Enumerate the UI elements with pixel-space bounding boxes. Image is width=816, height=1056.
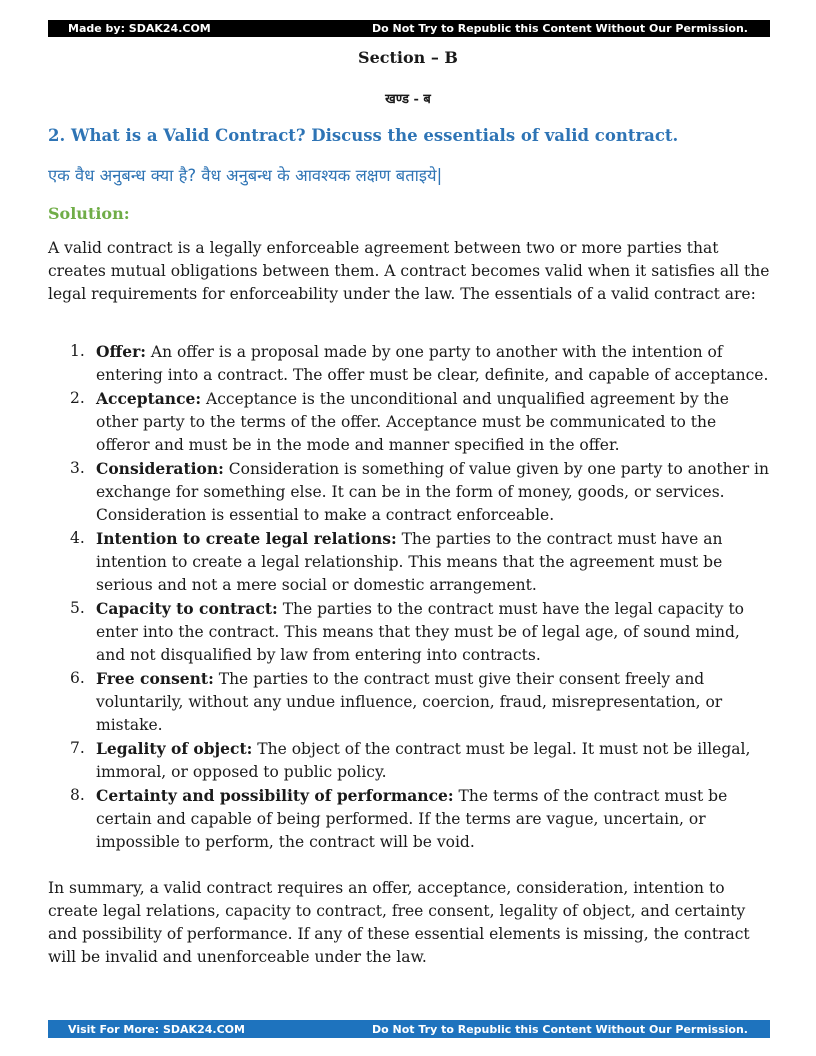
item-title: Consideration: xyxy=(96,459,224,478)
list-item xyxy=(48,597,770,667)
item-text: The parties to the contract must have the legal capacity to enter into the contract. This means that they must be of legal age, of sound mind, and not disqualified by law from entering into contracts. xyxy=(96,600,745,664)
list-number: 5. xyxy=(70,599,85,617)
list-item xyxy=(48,340,770,387)
item-text: The parties to the contract must have an intention to create a legal relationship. This means that the agreement must be serious and not a mere social or domestic arrangement. xyxy=(96,530,723,594)
footer-bar xyxy=(48,1020,770,1038)
item-title: Acceptance: xyxy=(96,389,202,408)
list-number: 8. xyxy=(70,786,85,804)
header-bar xyxy=(48,20,770,37)
list-item xyxy=(48,387,770,457)
list-number: 2. xyxy=(70,389,85,407)
item-text: The terms of the contract must be certain and capable of being performed. If the terms are vague, uncertain, or impossible to perform, the contract will be void. xyxy=(96,787,728,851)
list-number: 3. xyxy=(70,459,85,477)
header-left-text: Made by: SDAK24.COM xyxy=(68,22,211,35)
list-number: 6. xyxy=(70,669,85,687)
list-item xyxy=(48,737,770,784)
list-item xyxy=(48,527,770,597)
summary-paragraph: In summary, a valid contract requires an offer, acceptance, consideration, intention to create legal relations, capacity to contract, free consent, legality of object, and certainty and possibility of performance. If any of these essential elements is missing, the contract will be invalid and unenforceable under the law. xyxy=(48,879,750,966)
question-hindi: एक वैध अनुबन्ध क्या है? वैध अनुबन्ध के आवश्यक लक्षण बताइये| xyxy=(48,166,443,185)
item-text: The parties to the contract must give their consent freely and voluntarily, without any undue influence, coercion, fraud, misrepresentation, or mistake. xyxy=(96,670,723,734)
list-number: 4. xyxy=(70,529,85,547)
intro-paragraph: A valid contract is a legally enforceable agreement between two or more parties that creates mutual obligations between them. A contract becomes valid when it satisfies all the legal requirements for enforceability under the law. The essentials of a valid contract are: xyxy=(48,239,770,303)
section-title-hindi: खण्ड - ब xyxy=(385,92,431,107)
item-title: Free consent: xyxy=(96,669,214,688)
list-item xyxy=(48,784,770,854)
item-title: Intention to create legal relations: xyxy=(96,529,397,548)
solution-heading: Solution: xyxy=(48,204,130,223)
list-number: 7. xyxy=(70,739,85,757)
section-title: Section – B xyxy=(358,48,458,67)
item-text: Acceptance is the unconditional and unqualified agreement by the other party to the terms of the offer. Acceptance must be communicated to the offeror and must be in the mode and manner specified in the offer. xyxy=(96,390,729,454)
essentials-list xyxy=(48,340,770,854)
item-title: Capacity to contract: xyxy=(96,599,278,618)
footer-right-text: Do Not Try to Republic this Content Without Our Permission. xyxy=(372,1022,748,1036)
question-english: 2. What is a Valid Contract? Discuss the essentials of valid contract. xyxy=(48,126,679,145)
item-title: Offer: xyxy=(96,342,146,361)
list-item xyxy=(48,667,770,737)
item-title: Legality of object: xyxy=(96,739,253,758)
item-text: Consideration is something of value given by one party to another in exchange for something else. It can be in the form of money, goods, or services. Consideration is essential to make a contract enforceable. xyxy=(96,460,770,524)
list-item xyxy=(48,457,770,527)
footer-left-text: Visit For More: SDAK24.COM xyxy=(68,1022,245,1036)
header-right-text: Do Not Try to Republic this Content Without Our Permission. xyxy=(372,22,748,35)
item-title: Certainty and possibility of performance: xyxy=(96,786,454,805)
list-number: 1. xyxy=(70,342,85,360)
item-text: An offer is a proposal made by one party to another with the intention of entering into a contract. The offer must be clear, definite, and capable of acceptance. xyxy=(96,343,769,384)
item-text: The object of the contract must be legal. It must not be illegal, immoral, or opposed to public policy. xyxy=(96,740,751,781)
